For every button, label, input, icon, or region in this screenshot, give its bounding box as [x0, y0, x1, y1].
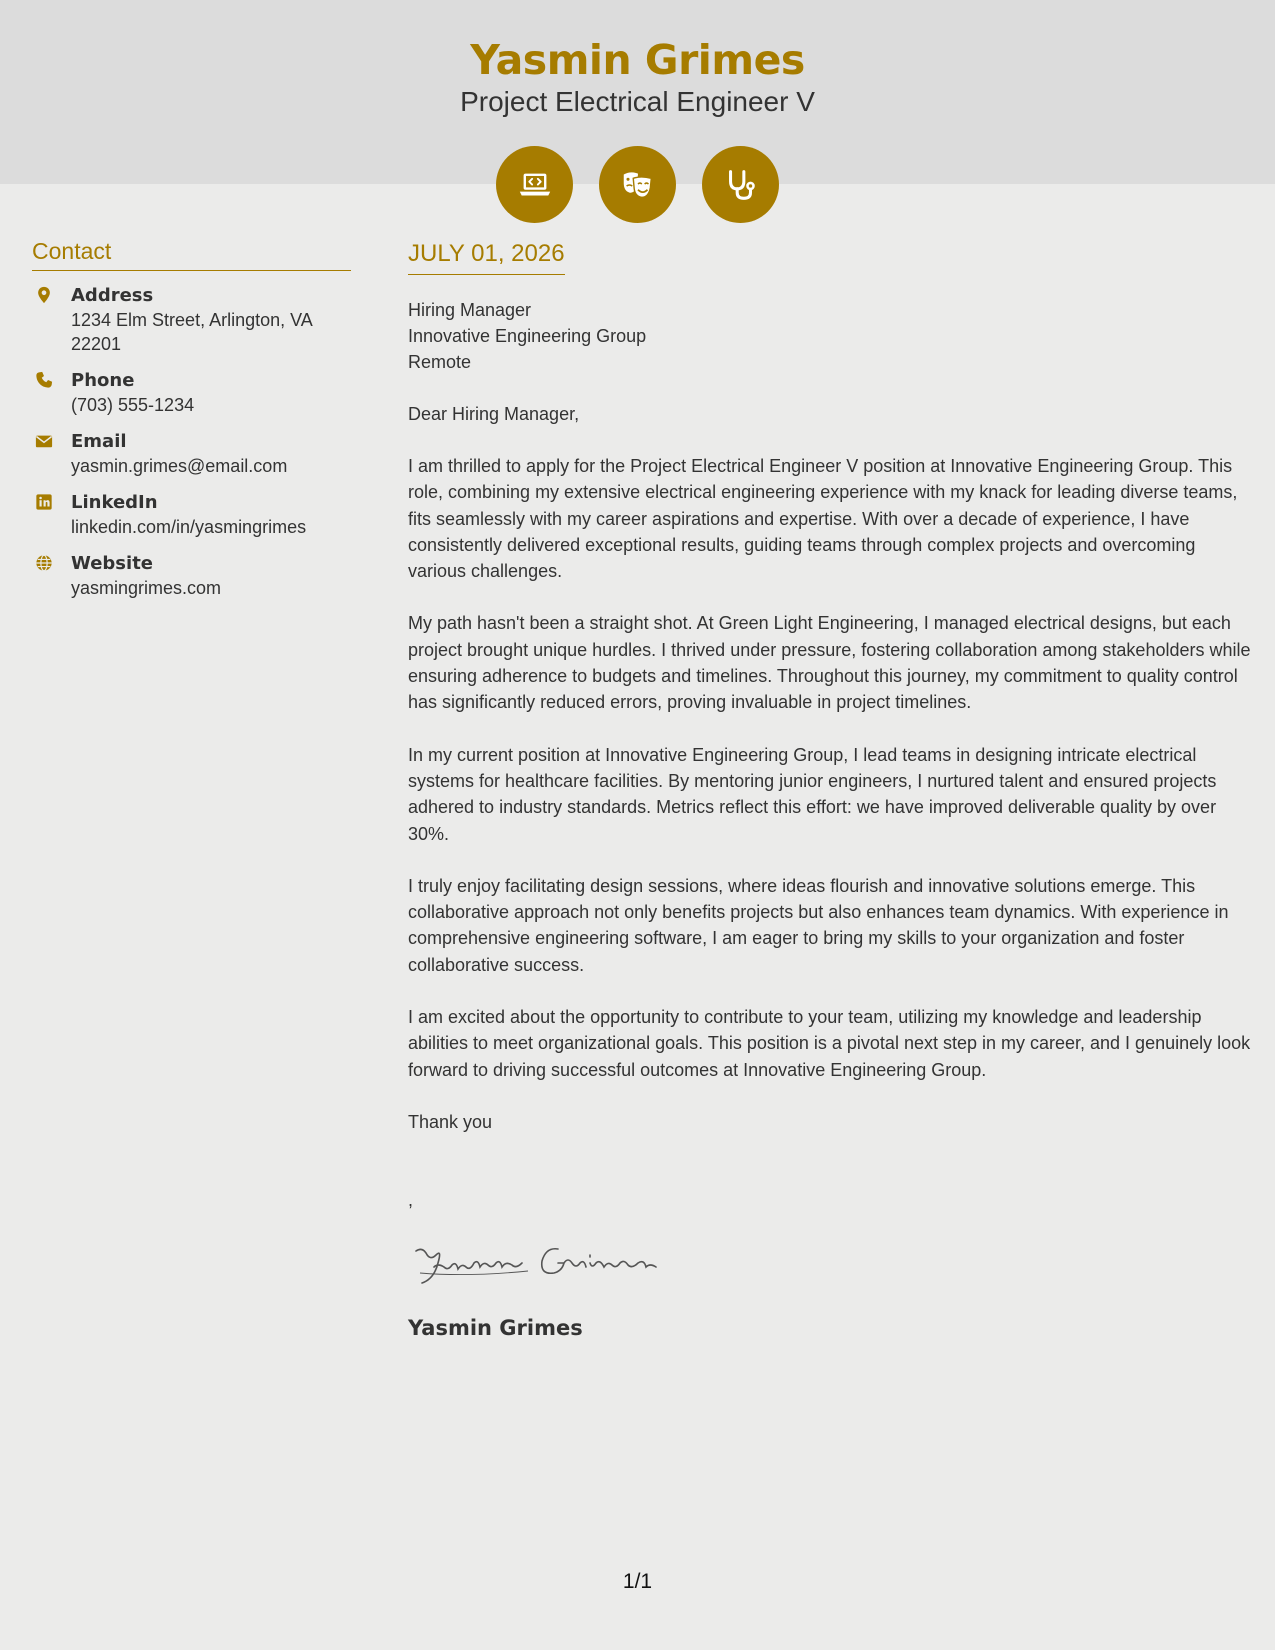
page-number: 1/1 [622, 1570, 653, 1593]
closing-comma: , [408, 1189, 414, 1210]
website-value[interactable]: yasmingrimes.com [71, 578, 222, 598]
linkedin-label: LinkedIn [71, 492, 158, 513]
paragraph-2: My path hasn't been a straight shot. At Green Light Engineering, I managed electrical designs, but each project brought unique hurdles. I thrived under pressure, fostering collaboration among stakeholders while ensuring adherence to budgets and timelines. Throughout this journey, my commitment to quality control has significantly reduced errors, proving invaluable in project timelines. [408, 613, 1251, 713]
theater-masks-icon [599, 146, 676, 223]
envelope-icon [35, 432, 53, 450]
letter-body [408, 240, 1253, 1340]
contact-heading: Contact [32, 238, 351, 271]
contact-phone [32, 369, 351, 417]
recipient-location: Remote [408, 352, 472, 372]
contact-email [32, 430, 351, 478]
paragraph-3: In my current position at Innovative Engineering Group, I lead teams in designing intricate electrical systems for healthcare facilities. By mentoring junior engineers, I nurtured talent and ensured projects adhered to industry standards. Metrics reflect this effort: we have improved deliverable quality by over 30%. [408, 744, 1217, 844]
website-label: Website [71, 553, 154, 574]
globe-icon [35, 554, 53, 572]
email-label: Email [71, 431, 127, 452]
paragraph-1: I am thrilled to apply for the Project Electrical Engineer V position at Innovative Engineering Group. This role, combining my extensive electrical engineering experience with my knack for leading diverse teams, fits seamlessly with my career aspirations and expertise. With over a decade of experience, I have consistently delivered exceptional results, guiding teams through complex projects and overcoming various challenges. [408, 456, 1238, 582]
salutation: Dear Hiring Manager, [408, 404, 580, 424]
laptop-code-icon [496, 146, 573, 223]
contact-sidebar [32, 238, 351, 600]
signature-image [408, 1233, 668, 1293]
candidate-name: Yasmin Grimes [470, 36, 805, 84]
address-label: Address [71, 285, 154, 306]
stethoscope-icon [702, 146, 779, 223]
map-pin-icon [35, 286, 53, 304]
address-line2: 22201 [71, 334, 122, 354]
phone-icon [35, 371, 53, 389]
interest-icons [496, 146, 779, 223]
email-value[interactable]: yasmin.grimes@email.com [71, 456, 288, 476]
phone-value[interactable]: (703) 555-1234 [71, 395, 195, 415]
recipient-company: Innovative Engineering Group [408, 326, 647, 346]
closing: Thank you [408, 1111, 493, 1132]
contact-website [32, 552, 351, 600]
phone-label: Phone [71, 370, 135, 391]
signed-name: Yasmin Grimes [408, 1315, 583, 1340]
letter-date: JULY 01, 2026 [408, 240, 565, 275]
recipient-block [408, 297, 1253, 375]
contact-linkedin [32, 491, 351, 539]
job-title: Project Electrical Engineer V [460, 86, 815, 117]
paragraph-5: I am excited about the opportunity to contribute to your team, utilizing my knowledge and leadership abilities to meet organizational goals. This position is a pivotal next step in my career, and I genuinely look forward to driving successful outcomes at Innovative Engineering Group. [408, 1007, 1251, 1080]
paragraph-4: I truly enjoy facilitating design sessions, where ideas flourish and innovative solutions emerge. This collaborative approach not only benefits projects but also enhances team dynamics. With experience in comprehensive engineering software, I am eager to bring my skills to your organization and foster collaborative success. [408, 875, 1229, 975]
linkedin-value[interactable]: linkedin.com/in/yasmingrimes [71, 517, 307, 537]
address-line1: 1234 Elm Street, Arlington, VA [71, 310, 313, 330]
recipient-name: Hiring Manager [408, 300, 532, 320]
linkedin-icon [35, 493, 53, 511]
contact-address [32, 284, 351, 356]
